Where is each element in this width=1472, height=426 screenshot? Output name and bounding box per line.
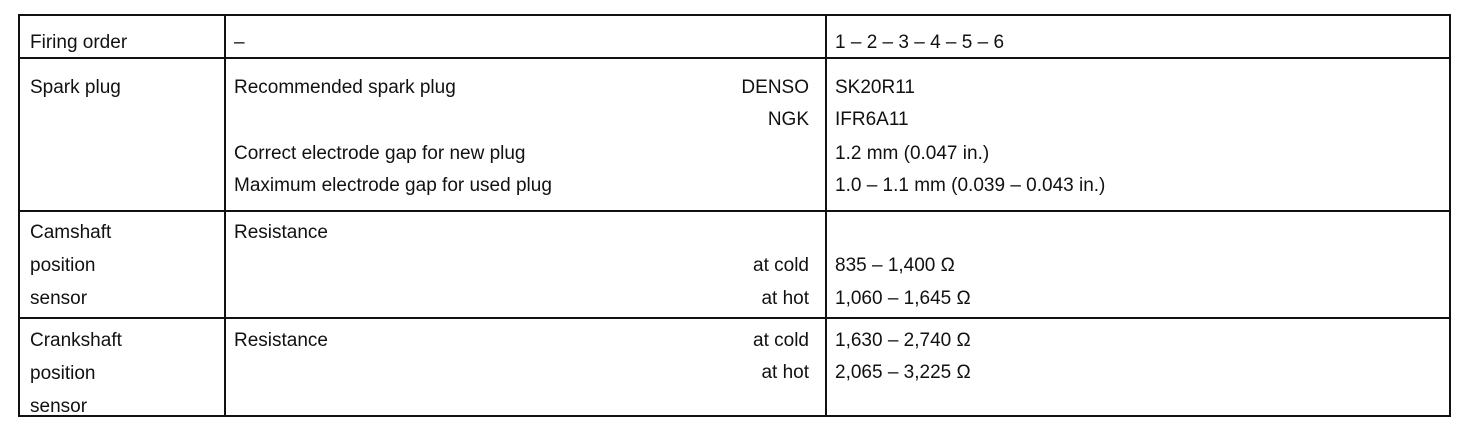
item-value: SK20R11 (835, 77, 915, 98)
column-divider (825, 59, 827, 210)
item-value: 2,065 – 3,225 Ω (835, 362, 971, 383)
row-label: Spark plug (30, 77, 121, 98)
condition-label: at cold (753, 255, 809, 276)
spec-table (18, 14, 1451, 417)
condition-label: at hot (761, 362, 809, 383)
column-divider (224, 319, 226, 417)
table-row (20, 210, 1449, 317)
item-text: Correct electrode gap for new plug (234, 143, 526, 164)
column-divider (224, 16, 226, 57)
row-label-line: position (30, 363, 96, 384)
row-label: Firing order (30, 32, 128, 53)
item-text: Resistance (234, 330, 328, 351)
item-value: IFR6A11 (835, 109, 909, 130)
brand-label: NGK (767, 109, 809, 130)
table-row (20, 317, 1449, 417)
item-value: 1,630 – 2,740 Ω (835, 330, 971, 351)
item-text: Maximum electrode gap for used plug (234, 175, 552, 196)
row-label-line: sensor (30, 396, 88, 417)
table-row (20, 57, 1449, 210)
item-text: Recommended spark plug (234, 77, 456, 98)
column-divider (825, 16, 827, 57)
brand-label: DENSO (741, 77, 809, 98)
column-divider (825, 212, 827, 317)
item-value: 1.0 – 1.1 mm (0.039 – 0.043 in.) (835, 175, 1106, 196)
row-label-line: position (30, 255, 96, 276)
item-text: – (234, 32, 245, 53)
column-divider (825, 319, 827, 417)
item-text: Resistance (234, 222, 328, 243)
item-value: 1.2 mm (0.047 in.) (835, 143, 990, 164)
column-divider (224, 59, 226, 210)
row-label-line: sensor (30, 288, 88, 309)
row-label-line: Crankshaft (30, 330, 122, 351)
condition-label: at hot (761, 288, 809, 309)
item-value: 835 – 1,400 Ω (835, 255, 955, 276)
condition-label: at cold (753, 330, 809, 351)
column-divider (224, 212, 226, 317)
table-row (20, 16, 1449, 57)
item-value: 1 – 2 – 3 – 4 – 5 – 6 (835, 32, 1005, 53)
item-value: 1,060 – 1,645 Ω (835, 288, 971, 309)
row-label-line: Camshaft (30, 222, 112, 243)
